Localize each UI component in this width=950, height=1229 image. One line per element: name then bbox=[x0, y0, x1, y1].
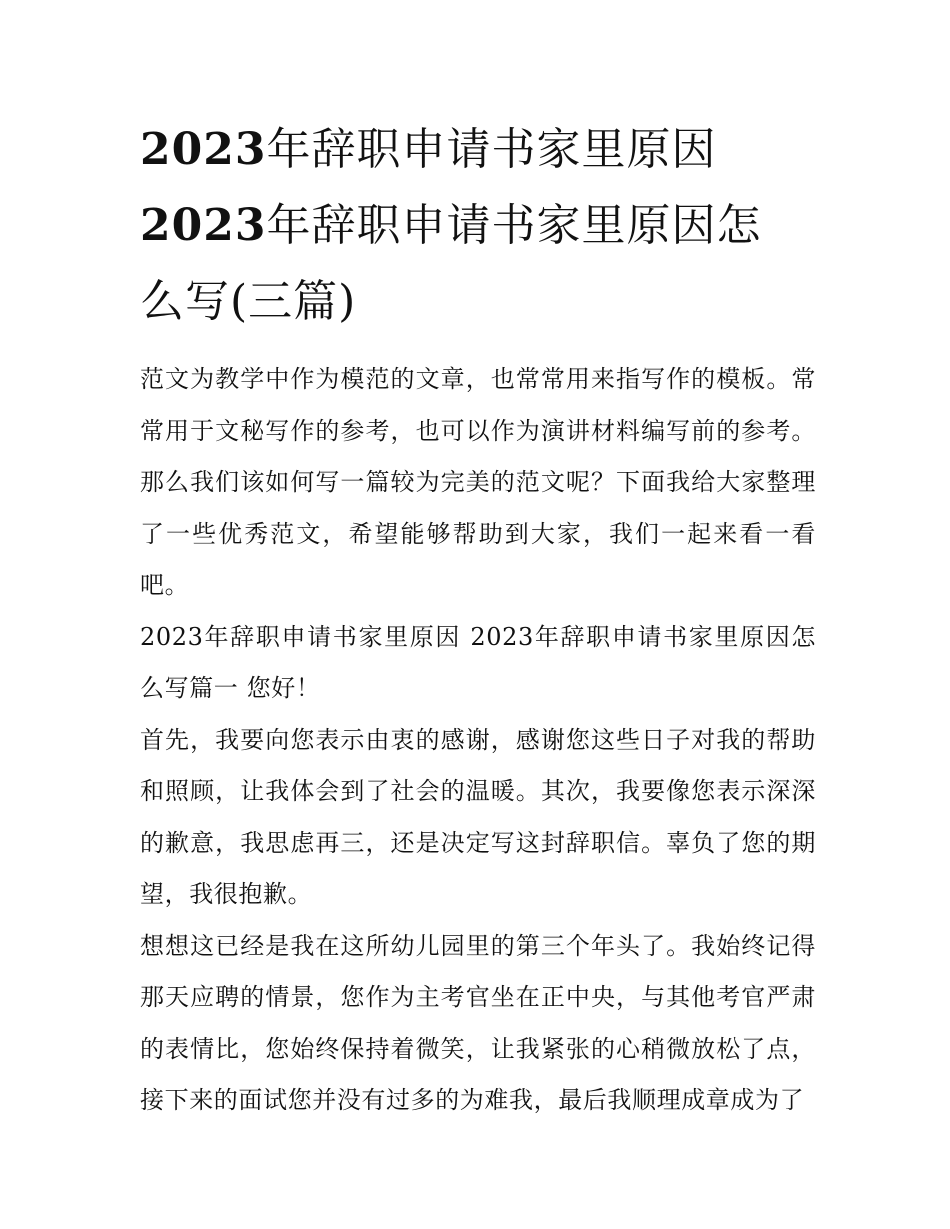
title-text: 么写(三篇) bbox=[140, 276, 357, 327]
document-title bbox=[140, 112, 816, 340]
section-heading-paragraph: 2023年辞职申请书家里原因 2023年辞职申请书家里原因怎么写篇一 您好！ bbox=[140, 622, 816, 702]
title-line-1 bbox=[140, 112, 816, 188]
title-line-2 bbox=[140, 188, 816, 264]
title-line-3 bbox=[140, 264, 816, 340]
document-page bbox=[140, 112, 816, 1127]
title-year: 2023 bbox=[140, 200, 267, 251]
body-paragraph: 首先，我要向您表示由衷的感谢，感谢您这些日子对我的帮助和照顾，让我体会到了社会的温暖。其次，我要像您表示深深的歉意，我思虑再三，还是决定写这封辞职信。辜负了您的期望，我很抱歉。 bbox=[140, 725, 816, 908]
intro-paragraph: 范文为教学中作为模范的文章，也常常用来指写作的模板。常常用于文秘写作的参考，也可以作为演讲材料编写前的参考。那么我们该如何写一篇较为完美的范文呢？下面我给大家整理了一些优秀范文，希望能够帮助到大家，我们一起来看一看吧。 bbox=[140, 365, 816, 599]
title-text: 年辞职申请书家里原因 bbox=[266, 124, 717, 175]
title-text: 年辞职申请书家里原因怎 bbox=[266, 200, 762, 251]
body-paragraph: 想想这已经是我在这所幼儿园里的第三个年头了。我始终记得那天应聘的情景，您作为主考官坐在正中央，与其他考官严肃的表情比，您始终保持着微笑，让我紧张的心稍微放松了点，接下来的面试您并没有过多的为难我，最后我顺理成章成为了 bbox=[140, 931, 816, 1114]
title-year: 2023 bbox=[140, 124, 267, 175]
